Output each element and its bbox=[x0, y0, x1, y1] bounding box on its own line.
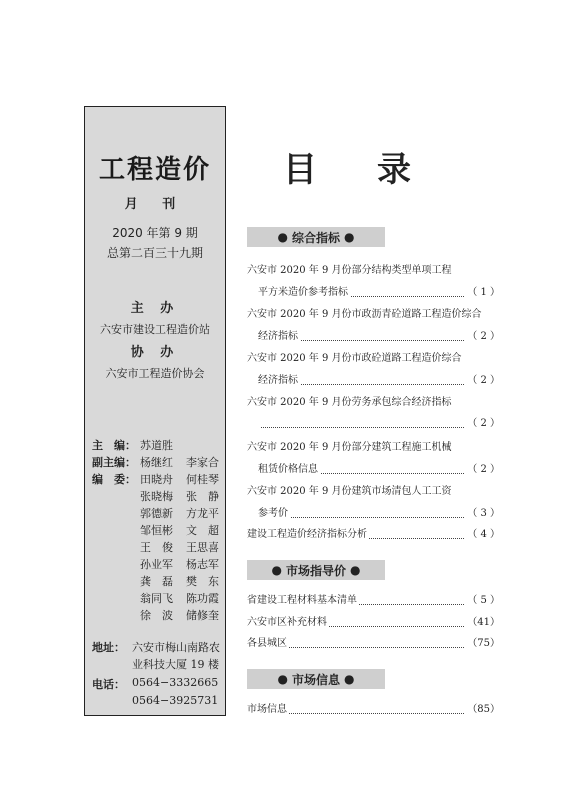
toc-entry-title: 六安市 2020 年 9 月份市政沥青砼道路工程造价综合 bbox=[247, 309, 482, 320]
toc-page-number: （ 2 ） bbox=[465, 329, 500, 345]
address-label: 地址： bbox=[92, 641, 125, 654]
editor-name: 李家合 bbox=[186, 456, 219, 469]
toc-entry[interactable] bbox=[258, 373, 500, 389]
toc-entry[interactable] bbox=[258, 416, 500, 432]
masthead-panel bbox=[84, 106, 226, 716]
toc-entry-title: 省建设工程材料基本清单 bbox=[247, 595, 357, 606]
toc-entry[interactable] bbox=[247, 702, 500, 718]
toc-entry[interactable] bbox=[247, 593, 500, 609]
toc-page-number: （85） bbox=[465, 702, 500, 718]
cohost-name: 六安市工程造价协会 bbox=[105, 367, 205, 380]
editor-name: 张 静 bbox=[186, 490, 219, 503]
toc-entry-title: 六安市 2020 年 9 月份部分结构类型单项工程 bbox=[247, 265, 452, 276]
editor-name: 徐 波 bbox=[140, 609, 173, 622]
issue-number: 2020 年第 9 期 bbox=[112, 226, 198, 240]
issue-total: 总第二百三十九期 bbox=[106, 246, 203, 260]
toc-entry-title: 各县城区 bbox=[247, 638, 287, 649]
toc-entry[interactable] bbox=[247, 615, 500, 631]
editor-name: 龚 磊 bbox=[140, 575, 173, 588]
host-label: 主 办 bbox=[130, 301, 180, 316]
editor-name: 樊 东 bbox=[186, 575, 219, 588]
toc-entry-title: 租赁价格信息 bbox=[258, 464, 318, 475]
toc-entry-title: 经济指标 bbox=[258, 375, 298, 386]
editor-name: 郭德新 bbox=[140, 507, 173, 520]
toc-entry[interactable] bbox=[247, 527, 500, 543]
toc-page-number: （ 2 ） bbox=[465, 462, 500, 478]
address-line: 业科技大厦 19 楼 bbox=[132, 658, 219, 671]
toc-entry[interactable] bbox=[258, 329, 500, 345]
toc-entry[interactable] bbox=[247, 307, 500, 323]
editor-name: 翁同飞 bbox=[140, 592, 173, 605]
toc-entry-title: 六安市 2020 年 9 月份劳务承包综合经济指标 bbox=[247, 397, 452, 408]
toc-page-number: （41） bbox=[465, 615, 500, 631]
editor-name: 王 俊 bbox=[140, 541, 173, 554]
section-title: 综合指标 bbox=[291, 230, 340, 245]
toc-entry[interactable] bbox=[247, 484, 500, 500]
editor-name: 王思喜 bbox=[186, 541, 219, 554]
bullet-icon: ● bbox=[277, 672, 288, 686]
editor-name: 邹恒彬 bbox=[140, 524, 173, 537]
toc-page-number: （ 3 ） bbox=[465, 506, 500, 522]
editor-name: 文 超 bbox=[186, 524, 219, 537]
magazine-title: 工程造价 bbox=[98, 155, 211, 185]
editor-name: 杨继红 bbox=[140, 456, 173, 469]
editor-name: 田晓舟 bbox=[140, 473, 173, 486]
bullet-icon: ● bbox=[344, 230, 355, 244]
dot-leader bbox=[258, 517, 500, 518]
section-header bbox=[247, 560, 385, 580]
toc-entry-title: 参考价 bbox=[258, 508, 288, 519]
toc-entry[interactable] bbox=[247, 351, 500, 367]
bullet-icon: ● bbox=[271, 563, 282, 577]
editor-name: 苏道胜 bbox=[140, 439, 173, 452]
toc-entry[interactable] bbox=[247, 395, 500, 411]
dot-leader bbox=[258, 427, 500, 428]
toc-page-number: （ 4 ） bbox=[465, 527, 500, 543]
editor-name: 陈功霞 bbox=[186, 592, 219, 605]
toc-page-number: （ 2 ） bbox=[465, 373, 500, 389]
toc-entry-title: 六安市 2020 年 9 月份部分建筑工程施工机械 bbox=[247, 442, 452, 453]
toc-entry-title: 六安市区补充材料 bbox=[247, 617, 327, 628]
editor-name: 孙业军 bbox=[140, 558, 173, 571]
toc-title: 目录 bbox=[283, 150, 471, 190]
toc-page-number: （ 1 ） bbox=[465, 285, 500, 301]
host-name: 六安市建设工程造价站 bbox=[100, 323, 210, 336]
bullet-icon: ● bbox=[344, 672, 355, 686]
editor-name: 张晓梅 bbox=[140, 490, 173, 503]
editor-role: 副主编： bbox=[92, 456, 136, 469]
editor-role: 编 委： bbox=[92, 473, 136, 486]
toc-entry-title: 市场信息 bbox=[247, 704, 287, 715]
phone-label: 电话： bbox=[92, 678, 125, 691]
phone-number: 0564−3925731 bbox=[132, 694, 219, 707]
section-title: 市场指导价 bbox=[285, 563, 346, 578]
editor-role: 主 编： bbox=[92, 439, 136, 452]
section-header bbox=[247, 669, 385, 689]
toc-entry[interactable] bbox=[247, 440, 500, 456]
toc-entry-title: 经济指标 bbox=[258, 331, 298, 342]
magazine-subtitle: 月 刊 bbox=[124, 197, 186, 212]
toc-page-number: （75） bbox=[465, 636, 500, 652]
editor-name: 何桂琴 bbox=[186, 473, 219, 486]
toc-entry-title: 六安市 2020 年 9 月份建筑市场清包人工工资 bbox=[247, 486, 452, 497]
address-line: 六安市梅山南路农 bbox=[132, 641, 220, 654]
toc-page-number: （ 5 ） bbox=[465, 593, 500, 609]
toc-entry-title bbox=[258, 418, 260, 429]
toc-entry[interactable] bbox=[247, 636, 500, 652]
editor-name: 杨志军 bbox=[186, 558, 219, 571]
toc-page-number: （ 2 ） bbox=[465, 416, 500, 432]
cohost-label: 协 办 bbox=[130, 345, 180, 360]
toc-entry[interactable] bbox=[258, 285, 500, 301]
editor-name: 方龙平 bbox=[186, 507, 219, 520]
toc-entry-title: 平方米造价参考指标 bbox=[258, 287, 348, 298]
section-header bbox=[247, 227, 385, 247]
phone-number: 0564−3332665 bbox=[132, 676, 219, 689]
toc-entry[interactable] bbox=[258, 506, 500, 522]
toc-entry-title: 建设工程造价经济指标分析 bbox=[247, 529, 367, 540]
editor-name: 储修奎 bbox=[186, 609, 219, 622]
toc-entry-title: 六安市 2020 年 9 月份市政砼道路工程造价综合 bbox=[247, 353, 462, 364]
bullet-icon: ● bbox=[277, 230, 288, 244]
toc-entry[interactable] bbox=[258, 462, 500, 478]
section-title: 市场信息 bbox=[291, 672, 340, 687]
toc-entry[interactable] bbox=[247, 263, 500, 279]
bullet-icon: ● bbox=[350, 563, 361, 577]
